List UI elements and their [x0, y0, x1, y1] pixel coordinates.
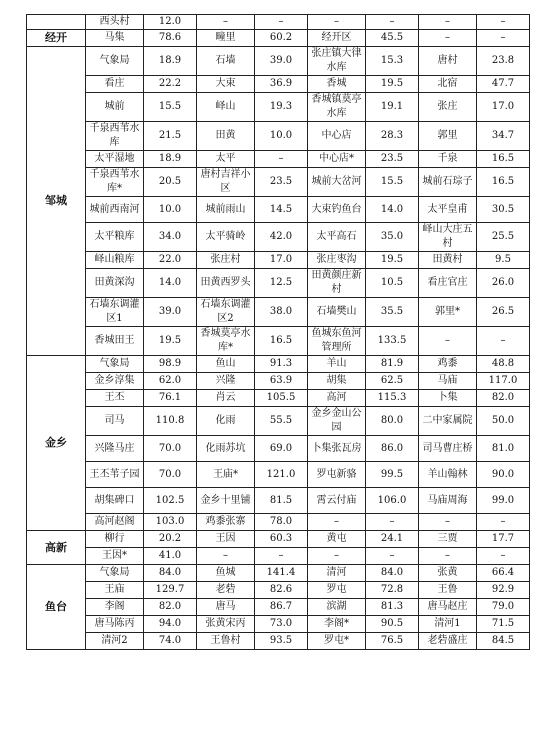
- rainfall-value-cell: 94.0: [144, 616, 197, 633]
- station-name-cell: 马庙: [419, 373, 477, 390]
- rainfall-value-cell: 48.8: [477, 356, 530, 373]
- rainfall-value-cell: –: [366, 514, 419, 531]
- station-name-cell: 王庙*: [197, 462, 255, 488]
- rainfall-value-cell: 141.4: [255, 565, 308, 582]
- region-cell: [27, 15, 86, 30]
- rainfall-value-cell: 91.3: [255, 356, 308, 373]
- rainfall-value-cell: 81.3: [366, 599, 419, 616]
- rainfall-value-cell: 19.5: [366, 76, 419, 93]
- station-name-cell: –: [308, 15, 366, 30]
- rainfall-value-cell: 62.5: [366, 373, 419, 390]
- station-name-cell: 清河: [308, 565, 366, 582]
- rainfall-value-cell: –: [366, 548, 419, 565]
- rainfall-value-cell: 117.0: [477, 373, 530, 390]
- table-row: [27, 599, 530, 616]
- station-name-cell: 田黄西罗头: [197, 269, 255, 298]
- rainfall-value-cell: 19.5: [366, 252, 419, 269]
- rainfall-value-cell: 47.7: [477, 76, 530, 93]
- station-name-cell: 司马: [86, 407, 144, 436]
- table-row: [27, 168, 530, 197]
- station-name-cell: 张黄: [419, 565, 477, 582]
- station-name-cell: 兴隆马庄: [86, 436, 144, 462]
- table-row: [27, 76, 530, 93]
- table-row: [27, 197, 530, 223]
- table-row: [27, 548, 530, 565]
- station-name-cell: 气象局: [86, 47, 144, 76]
- station-name-cell: 兴隆: [197, 373, 255, 390]
- station-name-cell: 田黄村: [419, 252, 477, 269]
- rainfall-value-cell: 110.8: [144, 407, 197, 436]
- station-name-cell: 疃里: [197, 30, 255, 47]
- station-name-cell: 罗屯新骆: [308, 462, 366, 488]
- table-row: [27, 565, 530, 582]
- table-row: [27, 327, 530, 356]
- station-name-cell: 清河2: [86, 633, 144, 650]
- station-name-cell: 千泉西苇水库*: [86, 168, 144, 197]
- rainfall-value-cell: 19.5: [144, 327, 197, 356]
- station-name-cell: 张庄: [419, 93, 477, 122]
- station-name-cell: 三贾: [419, 531, 477, 548]
- rainfall-value-cell: 38.0: [255, 298, 308, 327]
- rainfall-value-cell: 26.0: [477, 269, 530, 298]
- rainfall-value-cell: 14.5: [255, 197, 308, 223]
- table-row: [27, 514, 530, 531]
- rainfall-value-cell: –: [255, 151, 308, 168]
- station-name-cell: 卜集: [419, 390, 477, 407]
- station-name-cell: 太平湿地: [86, 151, 144, 168]
- rainfall-value-cell: 12.0: [144, 15, 197, 30]
- station-name-cell: 胡集: [308, 373, 366, 390]
- rainfall-value-cell: 63.9: [255, 373, 308, 390]
- rainfall-value-cell: 129.7: [144, 582, 197, 599]
- station-name-cell: 气象局: [86, 356, 144, 373]
- station-name-cell: 香城田王: [86, 327, 144, 356]
- rainfall-value-cell: 106.0: [366, 488, 419, 514]
- rainfall-value-cell: 60.2: [255, 30, 308, 47]
- station-name-cell: 张庄村: [197, 252, 255, 269]
- station-name-cell: 峄山: [197, 93, 255, 122]
- rainfall-value-cell: 19.3: [255, 93, 308, 122]
- station-name-cell: 化雨: [197, 407, 255, 436]
- station-name-cell: 郭里: [419, 122, 477, 151]
- station-name-cell: 鱼城: [197, 565, 255, 582]
- rainfall-value-cell: 81.0: [477, 436, 530, 462]
- rainfall-value-cell: 22.2: [144, 76, 197, 93]
- region-cell: 金乡: [27, 356, 86, 531]
- station-name-cell: 田黄深沟: [86, 269, 144, 298]
- station-name-cell: 唐村: [419, 47, 477, 76]
- station-name-cell: 王鲁: [419, 582, 477, 599]
- station-name-cell: 卜集张瓦房: [308, 436, 366, 462]
- rainfall-value-cell: 62.0: [144, 373, 197, 390]
- rainfall-value-cell: 16.5: [477, 168, 530, 197]
- station-name-cell: 香城镇莫亭水库: [308, 93, 366, 122]
- station-name-cell: 王丕: [86, 390, 144, 407]
- rainfall-value-cell: –: [255, 548, 308, 565]
- station-name-cell: 金乡金山公园: [308, 407, 366, 436]
- rainfall-value-cell: 76.1: [144, 390, 197, 407]
- rainfall-value-cell: 86.0: [366, 436, 419, 462]
- rainfall-value-cell: 12.5: [255, 269, 308, 298]
- rainfall-value-cell: 81.5: [255, 488, 308, 514]
- rainfall-value-cell: –: [366, 15, 419, 30]
- station-name-cell: 中心店*: [308, 151, 366, 168]
- rainfall-value-cell: –: [477, 548, 530, 565]
- station-name-cell: 王鲁村: [197, 633, 255, 650]
- station-name-cell: 鱼城东鱼河管理所: [308, 327, 366, 356]
- rainfall-value-cell: 76.5: [366, 633, 419, 650]
- station-name-cell: 老砦: [197, 582, 255, 599]
- station-name-cell: 鸡黍张寨: [197, 514, 255, 531]
- station-name-cell: 霄云付庙: [308, 488, 366, 514]
- station-name-cell: 清河1: [419, 616, 477, 633]
- rainfall-value-cell: 15.3: [366, 47, 419, 76]
- region-cell: 邹城: [27, 47, 86, 356]
- rainfall-value-cell: 82.0: [144, 599, 197, 616]
- rainfall-value-cell: 133.5: [366, 327, 419, 356]
- rainfall-value-cell: 70.0: [144, 462, 197, 488]
- rainfall-value-cell: 34.0: [144, 223, 197, 252]
- station-name-cell: 黄屯: [308, 531, 366, 548]
- rainfall-value-cell: 78.0: [255, 514, 308, 531]
- table-row: [27, 616, 530, 633]
- rainfall-value-cell: 17.0: [477, 93, 530, 122]
- table-row: [27, 93, 530, 122]
- rainfall-value-cell: 103.0: [144, 514, 197, 531]
- rainfall-value-cell: 72.8: [366, 582, 419, 599]
- region-cell: 经开: [27, 30, 86, 47]
- station-name-cell: 唐村吉祥小区: [197, 168, 255, 197]
- table-row: [27, 633, 530, 650]
- station-name-cell: 城前石琮子: [419, 168, 477, 197]
- station-name-cell: 城前: [86, 93, 144, 122]
- station-name-cell: 西头村: [86, 15, 144, 30]
- rainfall-value-cell: 25.5: [477, 223, 530, 252]
- rainfall-value-cell: 78.6: [144, 30, 197, 47]
- rainfall-value-cell: 80.0: [366, 407, 419, 436]
- table-row: [27, 356, 530, 373]
- station-name-cell: 大束: [197, 76, 255, 93]
- station-name-cell: 王丕苇子园: [86, 462, 144, 488]
- rainfall-value-cell: 24.1: [366, 531, 419, 548]
- rainfall-value-cell: 10.5: [366, 269, 419, 298]
- table-row: [27, 122, 530, 151]
- table-row: [27, 462, 530, 488]
- rainfall-value-cell: 70.0: [144, 436, 197, 462]
- table-row: [27, 407, 530, 436]
- station-name-cell: 太平粮库: [86, 223, 144, 252]
- station-name-cell: –: [308, 548, 366, 565]
- rainfall-table-body: [27, 15, 530, 650]
- rainfall-value-cell: 82.0: [477, 390, 530, 407]
- station-name-cell: 太平皇甫: [419, 197, 477, 223]
- rainfall-value-cell: 36.9: [255, 76, 308, 93]
- station-name-cell: 城前西南河: [86, 197, 144, 223]
- rainfall-value-cell: 22.0: [144, 252, 197, 269]
- rainfall-value-cell: 105.5: [255, 390, 308, 407]
- rainfall-value-cell: 15.5: [144, 93, 197, 122]
- station-name-cell: 唐马陈丙: [86, 616, 144, 633]
- rainfall-value-cell: 20.2: [144, 531, 197, 548]
- station-name-cell: 羊山翰林: [419, 462, 477, 488]
- station-name-cell: 经开区: [308, 30, 366, 47]
- station-name-cell: 峄山粮库: [86, 252, 144, 269]
- rainfall-value-cell: 84.0: [144, 565, 197, 582]
- station-name-cell: 太平骑岭: [197, 223, 255, 252]
- station-name-cell: 肖云: [197, 390, 255, 407]
- rainfall-value-cell: 81.9: [366, 356, 419, 373]
- station-name-cell: 田黄: [197, 122, 255, 151]
- rainfall-value-cell: 20.5: [144, 168, 197, 197]
- rainfall-value-cell: 66.4: [477, 565, 530, 582]
- rainfall-value-cell: 17.7: [477, 531, 530, 548]
- station-name-cell: 唐马: [197, 599, 255, 616]
- rainfall-value-cell: 23.8: [477, 47, 530, 76]
- table-row: [27, 269, 530, 298]
- rainfall-value-cell: 39.0: [144, 298, 197, 327]
- rainfall-value-cell: 41.0: [144, 548, 197, 565]
- rainfall-value-cell: 79.0: [477, 599, 530, 616]
- station-name-cell: 石墙东调灌区2: [197, 298, 255, 327]
- rainfall-value-cell: 23.5: [255, 168, 308, 197]
- station-name-cell: 石墙樊山: [308, 298, 366, 327]
- station-name-cell: 王庙: [86, 582, 144, 599]
- station-name-cell: 千泉: [419, 151, 477, 168]
- station-name-cell: 石墙: [197, 47, 255, 76]
- rainfall-value-cell: 60.3: [255, 531, 308, 548]
- rainfall-value-cell: 45.5: [366, 30, 419, 47]
- rainfall-value-cell: 10.0: [255, 122, 308, 151]
- station-name-cell: –: [419, 30, 477, 47]
- station-name-cell: 千泉西苇水库: [86, 122, 144, 151]
- station-name-cell: 看庄官庄: [419, 269, 477, 298]
- station-name-cell: 太平: [197, 151, 255, 168]
- rainfall-value-cell: 9.5: [477, 252, 530, 269]
- station-name-cell: 鱼山: [197, 356, 255, 373]
- rainfall-value-cell: 21.5: [144, 122, 197, 151]
- rainfall-value-cell: 17.0: [255, 252, 308, 269]
- region-cell: 高新: [27, 531, 86, 565]
- station-name-cell: 金乡淳集: [86, 373, 144, 390]
- rainfall-value-cell: 74.0: [144, 633, 197, 650]
- table-row: [27, 373, 530, 390]
- station-name-cell: 司马曹庄桥: [419, 436, 477, 462]
- rainfall-value-cell: 84.0: [366, 565, 419, 582]
- rainfall-value-cell: 92.9: [477, 582, 530, 599]
- station-name-cell: 中心店: [308, 122, 366, 151]
- rainfall-value-cell: 14.0: [366, 197, 419, 223]
- station-name-cell: 马集: [86, 30, 144, 47]
- rainfall-value-cell: 73.0: [255, 616, 308, 633]
- table-row: [27, 390, 530, 407]
- station-name-cell: 郭里*: [419, 298, 477, 327]
- station-name-cell: 鸡黍: [419, 356, 477, 373]
- rainfall-value-cell: –: [477, 15, 530, 30]
- rainfall-value-cell: 28.3: [366, 122, 419, 151]
- rainfall-value-cell: –: [255, 15, 308, 30]
- table-row: [27, 531, 530, 548]
- station-name-cell: 王因*: [86, 548, 144, 565]
- rainfall-value-cell: 14.0: [144, 269, 197, 298]
- station-name-cell: –: [197, 548, 255, 565]
- station-name-cell: 李阁: [86, 599, 144, 616]
- station-name-cell: 田黄颜庄新村: [308, 269, 366, 298]
- region-cell: 鱼台: [27, 565, 86, 650]
- table-row: [27, 30, 530, 47]
- rainfall-value-cell: 30.5: [477, 197, 530, 223]
- rainfall-value-cell: 42.0: [255, 223, 308, 252]
- rainfall-value-cell: –: [477, 514, 530, 531]
- rainfall-value-cell: 99.0: [477, 488, 530, 514]
- rainfall-value-cell: 34.7: [477, 122, 530, 151]
- station-name-cell: 罗屯: [308, 582, 366, 599]
- rainfall-value-cell: 55.5: [255, 407, 308, 436]
- station-name-cell: 张庄镇大律水库: [308, 47, 366, 76]
- rainfall-value-cell: 82.6: [255, 582, 308, 599]
- station-name-cell: 张庄枣沟: [308, 252, 366, 269]
- rainfall-value-cell: 115.3: [366, 390, 419, 407]
- station-name-cell: 高河: [308, 390, 366, 407]
- station-name-cell: 罗屯*: [308, 633, 366, 650]
- station-name-cell: 城前雨山: [197, 197, 255, 223]
- rainfall-value-cell: 84.5: [477, 633, 530, 650]
- station-name-cell: 老砦盛庄: [419, 633, 477, 650]
- station-name-cell: 气象局: [86, 565, 144, 582]
- rainfall-value-cell: 102.5: [144, 488, 197, 514]
- rainfall-value-cell: 16.5: [477, 151, 530, 168]
- rainfall-value-cell: 16.5: [255, 327, 308, 356]
- table-row: [27, 151, 530, 168]
- table-row: [27, 298, 530, 327]
- rainfall-value-cell: 86.7: [255, 599, 308, 616]
- station-name-cell: 李阁*: [308, 616, 366, 633]
- station-name-cell: –: [419, 514, 477, 531]
- station-name-cell: 太平高石: [308, 223, 366, 252]
- rainfall-value-cell: 50.0: [477, 407, 530, 436]
- station-name-cell: 滨湖: [308, 599, 366, 616]
- rainfall-value-cell: 90.0: [477, 462, 530, 488]
- station-name-cell: 石墙东调灌区1: [86, 298, 144, 327]
- station-name-cell: 香城: [308, 76, 366, 93]
- rainfall-value-cell: 90.5: [366, 616, 419, 633]
- table-row: [27, 488, 530, 514]
- rainfall-value-cell: 121.0: [255, 462, 308, 488]
- station-name-cell: 北宿: [419, 76, 477, 93]
- rainfall-value-cell: 35.5: [366, 298, 419, 327]
- rainfall-value-cell: 71.5: [477, 616, 530, 633]
- table-row: [27, 436, 530, 462]
- station-name-cell: 唐马赵庄: [419, 599, 477, 616]
- station-name-cell: 羊山: [308, 356, 366, 373]
- station-name-cell: 胡集碑口: [86, 488, 144, 514]
- station-name-cell: –: [197, 15, 255, 30]
- station-name-cell: 张黄宋丙: [197, 616, 255, 633]
- rainfall-value-cell: 15.5: [366, 168, 419, 197]
- station-name-cell: –: [419, 15, 477, 30]
- rainfall-value-cell: –: [477, 327, 530, 356]
- station-name-cell: 化雨苏坑: [197, 436, 255, 462]
- station-name-cell: 峄山大庄五村: [419, 223, 477, 252]
- rainfall-value-cell: 19.1: [366, 93, 419, 122]
- station-name-cell: 王因: [197, 531, 255, 548]
- table-row: [27, 47, 530, 76]
- rainfall-value-cell: 10.0: [144, 197, 197, 223]
- station-name-cell: –: [308, 514, 366, 531]
- rainfall-value-cell: 69.0: [255, 436, 308, 462]
- station-name-cell: 看庄: [86, 76, 144, 93]
- station-name-cell: 金乡十里铺: [197, 488, 255, 514]
- rainfall-table: [26, 14, 530, 650]
- rainfall-value-cell: 39.0: [255, 47, 308, 76]
- table-row: [27, 582, 530, 599]
- station-name-cell: 香城莫亭水库*: [197, 327, 255, 356]
- rainfall-value-cell: 18.9: [144, 151, 197, 168]
- rainfall-value-cell: 26.5: [477, 298, 530, 327]
- table-row: [27, 223, 530, 252]
- station-name-cell: 高河赵阁: [86, 514, 144, 531]
- station-name-cell: 大束钓鱼台: [308, 197, 366, 223]
- station-name-cell: 柳行: [86, 531, 144, 548]
- rainfall-value-cell: 99.5: [366, 462, 419, 488]
- rainfall-value-cell: 23.5: [366, 151, 419, 168]
- station-name-cell: –: [419, 327, 477, 356]
- station-name-cell: –: [419, 548, 477, 565]
- station-name-cell: 二中家属院: [419, 407, 477, 436]
- rainfall-value-cell: 98.9: [144, 356, 197, 373]
- rainfall-value-cell: –: [477, 30, 530, 47]
- rainfall-value-cell: 18.9: [144, 47, 197, 76]
- rainfall-value-cell: 35.0: [366, 223, 419, 252]
- rainfall-value-cell: 93.5: [255, 633, 308, 650]
- station-name-cell: 马庙周海: [419, 488, 477, 514]
- table-row: [27, 15, 530, 30]
- table-row: [27, 252, 530, 269]
- station-name-cell: 城前大岔河: [308, 168, 366, 197]
